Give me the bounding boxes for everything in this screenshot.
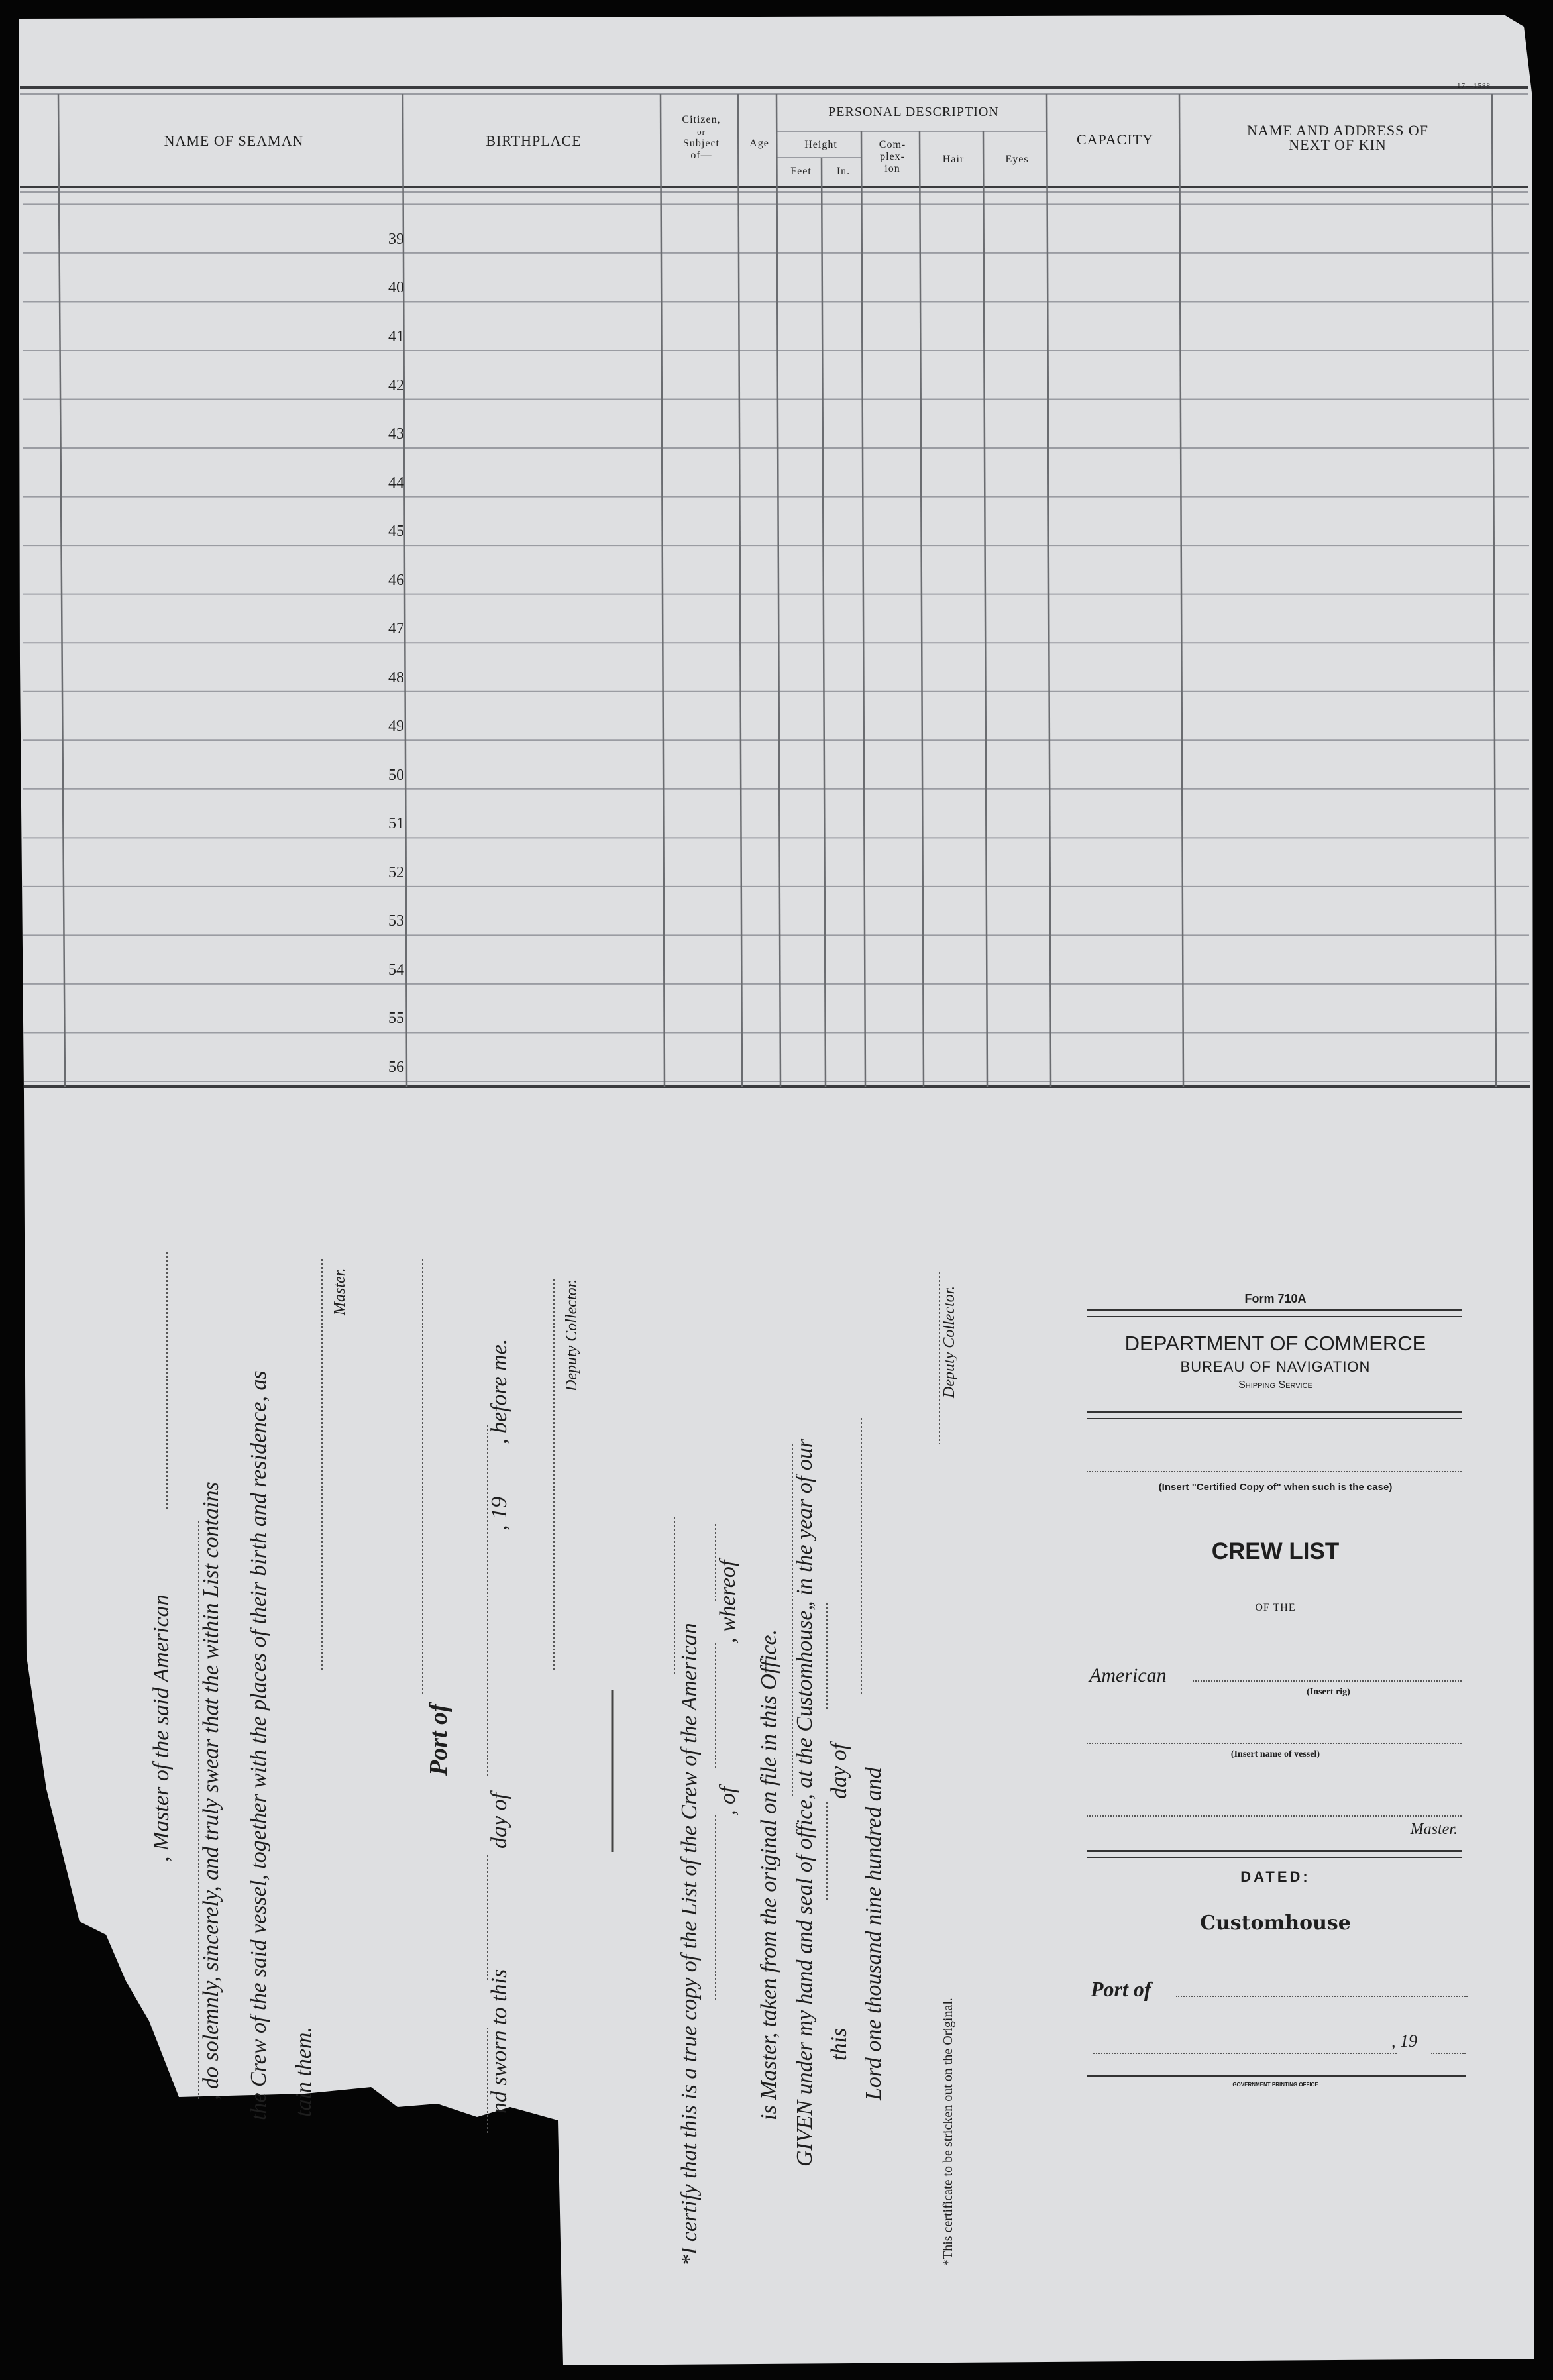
header-height: Height [804, 139, 837, 150]
header-age: Age [749, 138, 769, 149]
cover-insert-rig: (Insert rig) [1307, 1687, 1350, 1697]
oath-sworn-d: , before me. [487, 1338, 511, 1444]
row-number: 40 [388, 279, 404, 297]
header-complexion: Com- plex- ion [879, 139, 906, 174]
cover-form-number: Form 710A [1244, 1292, 1307, 1305]
row-number: 46 [388, 571, 404, 589]
oath-sworn-c: , 19 [487, 1497, 511, 1531]
header-name-of-seaman: NAME OF SEAMAN [164, 133, 304, 149]
certificate-deputy-collector: Deputy Collector. [941, 1285, 958, 1398]
header-hair: Hair [942, 154, 965, 165]
cover-rule-4 [1087, 2075, 1466, 2077]
certificate-line-5b: day of [827, 1743, 851, 1799]
cover-of-the: OF THE [1255, 1602, 1296, 1613]
row-number: 41 [388, 327, 404, 345]
header-citizen: Citizen, or Subject of— [682, 114, 721, 161]
header-personal-description: PERSONAL DESCRIPTION [828, 105, 999, 119]
row-number: 44 [388, 474, 404, 492]
cover-date-blank [1093, 2053, 1397, 2054]
oath-deputy-collector: Deputy Collector. [563, 1279, 580, 1391]
row-number: 56 [388, 1059, 404, 1076]
certificate-line-4: GIVEN under my hand and seal of office, at the Customhouse, [792, 1604, 817, 2167]
certificate-line-5a: this [827, 2028, 851, 2061]
row-number: 50 [388, 766, 404, 784]
certificate-line-3: is Master, taken from the original on file in this Office. [757, 1629, 781, 2120]
cover-department: DEPARTMENT OF COMMERCE [1124, 1332, 1426, 1355]
cover-rule-3b [1087, 1857, 1462, 1858]
row-number: 39 [388, 230, 404, 248]
certificate-line-2b: , whereof [716, 1560, 740, 1643]
cover-year: , 19 [1391, 2031, 1417, 2051]
header-feet: Feet [790, 166, 812, 177]
oath-line-2: , do solemnly, sincerely, and truly swear that the within List contains [199, 1482, 223, 2100]
cover-vessel-blank [1087, 1743, 1462, 1744]
cover-port-blank [1176, 1996, 1468, 1997]
row-number: 43 [388, 425, 404, 443]
cover-master-blank [1087, 1815, 1462, 1817]
form-corner-code: 17—1588 [1457, 82, 1491, 90]
cover-certified-note: (Insert "Certified Copy of" when such is the case) [1158, 1482, 1393, 1493]
row-number: 54 [388, 961, 404, 979]
oath-line-3: the Crew of the said vessel, together with the places of their birth and residence, as [246, 1370, 271, 2120]
header-capacity: CAPACITY [1077, 131, 1153, 148]
header-birthplace: BIRTHPLACE [486, 133, 582, 149]
cover-rule-1b [1087, 1316, 1462, 1317]
oath-sworn-b: day of [487, 1792, 511, 1849]
cover-customhouse: Customhouse [1200, 1912, 1351, 1935]
cover-title: CREW LIST [1211, 1539, 1340, 1564]
cover-dated: DATED: [1240, 1868, 1311, 1885]
row-number: 42 [388, 376, 404, 394]
cover-rig-blank [1193, 1680, 1462, 1682]
header-inches: In. [836, 166, 851, 177]
row-number: 45 [388, 523, 404, 541]
row-number: 49 [388, 718, 404, 735]
oath-line-4: tain them. [292, 2027, 316, 2117]
row-number: 55 [388, 1010, 404, 1028]
cover-port-of: Port of [1091, 1977, 1151, 2001]
row-number: 51 [388, 815, 404, 833]
cover-certified-blank [1087, 1471, 1462, 1472]
cover-master: Master. [1410, 1821, 1458, 1838]
cover-insert-vessel: (Insert name of vessel) [1230, 1749, 1320, 1759]
certificate-footnote: *This certificate to be stricken out on the Original. [941, 1998, 955, 2266]
header-next-of-kin: NAME AND ADDRESS OF NEXT OF KIN [1247, 122, 1428, 153]
row-number: 47 [388, 620, 404, 638]
oath-line-1: , Master of the said American [149, 1594, 174, 1862]
oath-master-label: Master. [331, 1268, 348, 1315]
row-number: 48 [388, 669, 404, 686]
oath-port-of: Port of [425, 1704, 453, 1776]
certificate-line-1: *I certify that this is a true copy of the List of the Crew of the American [677, 1623, 702, 2266]
cover-rule-2 [1087, 1411, 1462, 1413]
row-number: 52 [388, 863, 404, 881]
oath-sworn-a: nd sworn to this [487, 1969, 511, 2114]
cover-service: Shipping Service [1238, 1379, 1312, 1391]
certificate-line-2a: , of [716, 1786, 740, 1815]
cover-rule-1 [1087, 1309, 1462, 1311]
cover-rule-2b [1087, 1418, 1462, 1419]
certificate-line-6: Lord one thousand nine hundred and [861, 1767, 886, 2100]
cover-bureau: BUREAU OF NAVIGATION [1180, 1358, 1371, 1375]
cover-rule-3 [1087, 1850, 1462, 1852]
header-eyes: Eyes [1005, 154, 1029, 165]
certificate-line-4b: , in the year of our [792, 1438, 817, 1607]
row-number: 53 [388, 912, 404, 930]
cover-american: American [1089, 1664, 1167, 1686]
cover-printer: GOVERNMENT PRINTING OFFICE [1232, 2082, 1318, 2088]
cover-year-blank [1431, 2053, 1466, 2054]
